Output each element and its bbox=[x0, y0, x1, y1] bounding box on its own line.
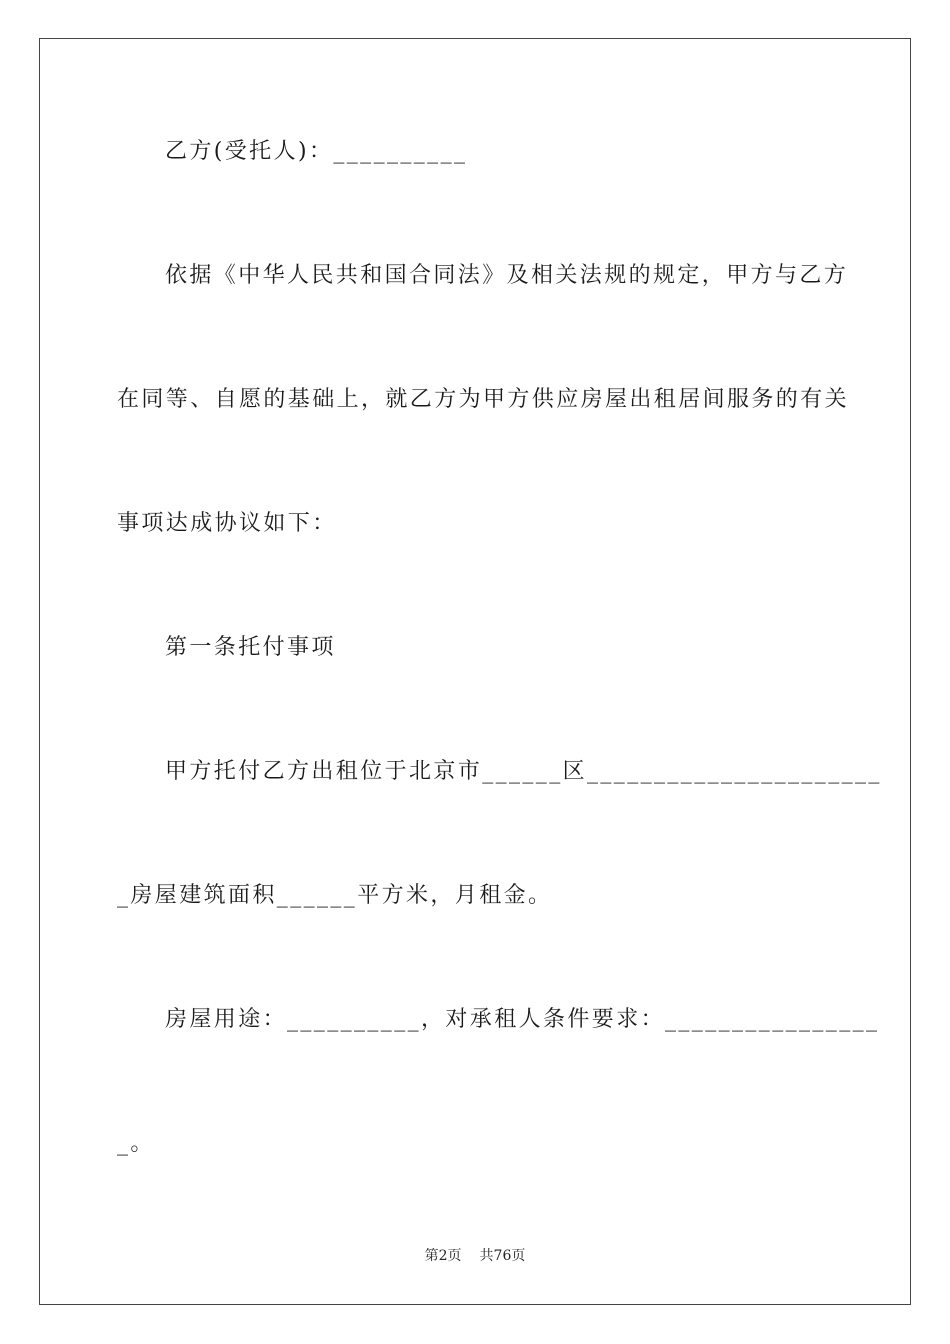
entrust-line-1: 甲方托付乙方出租位于北京市______区______________________ bbox=[165, 759, 882, 784]
page-number: 第2页 bbox=[424, 1248, 462, 1264]
paragraph-intro-line-1: 依据《中华人民共和国合同法》及相关法规的规定，甲方与乙方 bbox=[165, 263, 849, 288]
page-footer bbox=[0, 1247, 950, 1265]
page-total: 共76页 bbox=[479, 1248, 526, 1264]
usage-line-2: _。 bbox=[117, 1131, 155, 1156]
page-border bbox=[39, 38, 911, 1305]
article-heading: 第一条托付事项 bbox=[165, 635, 336, 660]
entrust-line-2: _房屋建筑面积______平方米，月租金。 bbox=[117, 883, 553, 908]
paragraph-intro-line-2: 在同等、自愿的基础上，就乙方为甲方供应房屋出租居间服务的有关 bbox=[117, 387, 850, 412]
usage-line-1: 房屋用途：__________，对承租人条件要求：________________ bbox=[165, 1007, 880, 1032]
party-b-line: 乙方(受托人)：__________ bbox=[165, 139, 468, 164]
paragraph-intro-line-3: 事项达成协议如下： bbox=[117, 511, 337, 536]
